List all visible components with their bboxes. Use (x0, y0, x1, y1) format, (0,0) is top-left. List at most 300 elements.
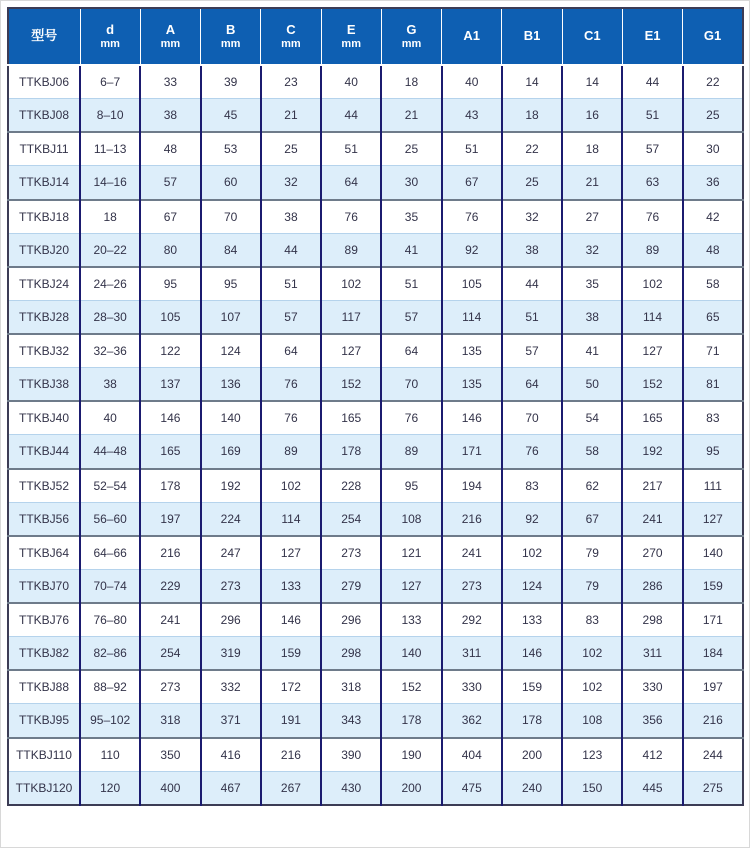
cell-G: 76 (381, 401, 441, 435)
table-row (8, 300, 743, 334)
cell-C: 89 (261, 435, 321, 469)
cell-G1: 171 (683, 603, 743, 637)
cell-G1: 58 (683, 267, 743, 301)
table-row (8, 704, 743, 738)
cell-A1: 311 (442, 637, 502, 671)
cell-A: 105 (140, 300, 200, 334)
cell-E1: 114 (622, 300, 682, 334)
cell-d: 120 (80, 771, 140, 805)
cell-E: 279 (321, 569, 381, 603)
cell-B: 247 (201, 536, 261, 570)
cell-A1: 43 (442, 99, 502, 133)
cell-model: TTKBJ56 (8, 502, 80, 536)
cell-d: 82–86 (80, 637, 140, 671)
header-row (8, 8, 743, 65)
cell-E: 430 (321, 771, 381, 805)
cell-C: 64 (261, 334, 321, 368)
cell-B: 124 (201, 334, 261, 368)
cell-B1: 92 (502, 502, 562, 536)
cell-model: TTKBJ82 (8, 637, 80, 671)
cell-model: TTKBJ70 (8, 569, 80, 603)
cell-B: 296 (201, 603, 261, 637)
column-header-unit: mm (220, 37, 241, 50)
cell-E1: 298 (622, 603, 682, 637)
cell-G: 127 (381, 569, 441, 603)
table-row (8, 368, 743, 402)
cell-A1: 273 (442, 569, 502, 603)
cell-B: 53 (201, 132, 261, 166)
cell-C1: 108 (562, 704, 622, 738)
table-row (8, 99, 743, 133)
cell-A: 178 (140, 469, 200, 503)
cell-A: 216 (140, 536, 200, 570)
cell-B: 319 (201, 637, 261, 671)
cell-A1: 194 (442, 469, 502, 503)
cell-G1: 111 (683, 469, 743, 503)
cell-C1: 79 (562, 536, 622, 570)
table-row (8, 536, 743, 570)
cell-E1: 311 (622, 637, 682, 671)
cell-B1: 83 (502, 469, 562, 503)
cell-B: 416 (201, 738, 261, 772)
cell-A1: 114 (442, 300, 502, 334)
cell-C1: 18 (562, 132, 622, 166)
column-header-label: B (225, 21, 236, 37)
cell-G: 25 (381, 132, 441, 166)
cell-d: 11–13 (80, 132, 140, 166)
cell-B: 60 (201, 166, 261, 200)
cell-G1: 25 (683, 99, 743, 133)
table-row (8, 469, 743, 503)
cell-A1: 135 (442, 368, 502, 402)
column-header-E1 (622, 8, 682, 65)
cell-model: TTKBJ06 (8, 65, 80, 99)
table-row (8, 267, 743, 301)
cell-E1: 270 (622, 536, 682, 570)
column-header-d (80, 8, 140, 65)
cell-E1: 57 (622, 132, 682, 166)
cell-C1: 27 (562, 200, 622, 234)
cell-A: 318 (140, 704, 200, 738)
cell-E1: 63 (622, 166, 682, 200)
cell-B1: 159 (502, 670, 562, 704)
cell-A1: 241 (442, 536, 502, 570)
cell-C: 267 (261, 771, 321, 805)
cell-G1: 159 (683, 569, 743, 603)
cell-G1: 140 (683, 536, 743, 570)
cell-G: 57 (381, 300, 441, 334)
cell-A: 350 (140, 738, 200, 772)
cell-G1: 36 (683, 166, 743, 200)
cell-C: 76 (261, 368, 321, 402)
cell-model: TTKBJ52 (8, 469, 80, 503)
cell-B: 140 (201, 401, 261, 435)
cell-C1: 21 (562, 166, 622, 200)
cell-E: 51 (321, 132, 381, 166)
cell-E: 76 (321, 200, 381, 234)
cell-d: 76–80 (80, 603, 140, 637)
cell-E: 298 (321, 637, 381, 671)
cell-A: 48 (140, 132, 200, 166)
cell-C: 32 (261, 166, 321, 200)
column-header-C (261, 8, 321, 65)
cell-A1: 362 (442, 704, 502, 738)
cell-d: 32–36 (80, 334, 140, 368)
table-row (8, 569, 743, 603)
cell-B1: 200 (502, 738, 562, 772)
cell-model: TTKBJ24 (8, 267, 80, 301)
cell-G: 70 (381, 368, 441, 402)
cell-d: 70–74 (80, 569, 140, 603)
cell-G: 140 (381, 637, 441, 671)
cell-E: 165 (321, 401, 381, 435)
cell-B1: 57 (502, 334, 562, 368)
cell-A: 95 (140, 267, 200, 301)
column-header-B1 (502, 8, 562, 65)
column-header-G (381, 8, 441, 65)
cell-G: 41 (381, 233, 441, 267)
cell-B1: 133 (502, 603, 562, 637)
cell-B: 45 (201, 99, 261, 133)
cell-B1: 22 (502, 132, 562, 166)
column-header-label: 型号 (31, 28, 58, 44)
cell-C1: 14 (562, 65, 622, 99)
cell-E: 152 (321, 368, 381, 402)
cell-B1: 124 (502, 569, 562, 603)
cell-A1: 40 (442, 65, 502, 99)
cell-E: 296 (321, 603, 381, 637)
cell-G: 35 (381, 200, 441, 234)
cell-G1: 22 (683, 65, 743, 99)
cell-G1: 216 (683, 704, 743, 738)
cell-A: 67 (140, 200, 200, 234)
cell-G1: 42 (683, 200, 743, 234)
cell-G1: 127 (683, 502, 743, 536)
cell-G: 51 (381, 267, 441, 301)
table-row (8, 334, 743, 368)
cell-B: 136 (201, 368, 261, 402)
column-header-label: A1 (463, 28, 481, 44)
column-header-B (201, 8, 261, 65)
cell-A: 229 (140, 569, 200, 603)
column-header-G1 (683, 8, 743, 65)
cell-C: 44 (261, 233, 321, 267)
column-header-label: A (165, 21, 176, 37)
cell-model: TTKBJ88 (8, 670, 80, 704)
table-row (8, 603, 743, 637)
cell-C: 216 (261, 738, 321, 772)
cell-model: TTKBJ64 (8, 536, 80, 570)
cell-A1: 292 (442, 603, 502, 637)
cell-E1: 192 (622, 435, 682, 469)
cell-A1: 404 (442, 738, 502, 772)
cell-model: TTKBJ44 (8, 435, 80, 469)
cell-d: 44–48 (80, 435, 140, 469)
cell-B1: 240 (502, 771, 562, 805)
cell-B1: 51 (502, 300, 562, 334)
cell-G1: 30 (683, 132, 743, 166)
cell-C1: 83 (562, 603, 622, 637)
cell-model: TTKBJ120 (8, 771, 80, 805)
column-header-unit: mm (100, 37, 120, 50)
cell-C1: 32 (562, 233, 622, 267)
cell-E1: 217 (622, 469, 682, 503)
table-row (8, 435, 743, 469)
cell-B1: 25 (502, 166, 562, 200)
cell-A1: 171 (442, 435, 502, 469)
table-body (8, 65, 743, 805)
cell-E: 89 (321, 233, 381, 267)
cell-B: 192 (201, 469, 261, 503)
cell-A: 400 (140, 771, 200, 805)
cell-d: 28–30 (80, 300, 140, 334)
cell-C: 51 (261, 267, 321, 301)
table-row (8, 401, 743, 435)
cell-C: 38 (261, 200, 321, 234)
cell-C: 159 (261, 637, 321, 671)
cell-d: 110 (80, 738, 140, 772)
cell-E1: 445 (622, 771, 682, 805)
cell-G1: 81 (683, 368, 743, 402)
cell-B1: 18 (502, 99, 562, 133)
column-header-label: E1 (644, 28, 661, 44)
cell-model: TTKBJ95 (8, 704, 80, 738)
cell-G1: 71 (683, 334, 743, 368)
cell-E: 44 (321, 99, 381, 133)
cell-B1: 32 (502, 200, 562, 234)
cell-E1: 89 (622, 233, 682, 267)
cell-d: 64–66 (80, 536, 140, 570)
cell-C1: 35 (562, 267, 622, 301)
cell-model: TTKBJ76 (8, 603, 80, 637)
cell-B1: 64 (502, 368, 562, 402)
cell-B: 467 (201, 771, 261, 805)
cell-A1: 76 (442, 200, 502, 234)
cell-E: 102 (321, 267, 381, 301)
cell-C: 23 (261, 65, 321, 99)
table-row (8, 200, 743, 234)
table-row (8, 771, 743, 805)
cell-C: 172 (261, 670, 321, 704)
table-row (8, 738, 743, 772)
cell-model: TTKBJ32 (8, 334, 80, 368)
cell-A1: 146 (442, 401, 502, 435)
table-header (8, 8, 743, 65)
cell-C1: 41 (562, 334, 622, 368)
cell-C1: 54 (562, 401, 622, 435)
cell-C: 102 (261, 469, 321, 503)
cell-E1: 127 (622, 334, 682, 368)
cell-model: TTKBJ38 (8, 368, 80, 402)
cell-A: 241 (140, 603, 200, 637)
cell-G: 152 (381, 670, 441, 704)
cell-C1: 67 (562, 502, 622, 536)
cell-d: 88–92 (80, 670, 140, 704)
cell-model: TTKBJ08 (8, 99, 80, 133)
cell-A1: 105 (442, 267, 502, 301)
column-header-unit: mm (160, 37, 181, 50)
column-header-label: B1 (523, 28, 541, 44)
cell-A1: 475 (442, 771, 502, 805)
cell-C1: 102 (562, 637, 622, 671)
cell-C: 127 (261, 536, 321, 570)
cell-G1: 48 (683, 233, 743, 267)
cell-A1: 92 (442, 233, 502, 267)
cell-B: 70 (201, 200, 261, 234)
cell-d: 24–26 (80, 267, 140, 301)
cell-A1: 330 (442, 670, 502, 704)
cell-C: 76 (261, 401, 321, 435)
cell-C: 25 (261, 132, 321, 166)
cell-B: 95 (201, 267, 261, 301)
cell-G: 133 (381, 603, 441, 637)
cell-G1: 244 (683, 738, 743, 772)
cell-A: 57 (140, 166, 200, 200)
cell-A: 197 (140, 502, 200, 536)
table-row (8, 233, 743, 267)
cell-G: 30 (381, 166, 441, 200)
cell-B1: 14 (502, 65, 562, 99)
cell-E: 318 (321, 670, 381, 704)
cell-C: 191 (261, 704, 321, 738)
cell-C1: 58 (562, 435, 622, 469)
cell-G: 178 (381, 704, 441, 738)
cell-E1: 51 (622, 99, 682, 133)
cell-G1: 184 (683, 637, 743, 671)
cell-G: 89 (381, 435, 441, 469)
cell-G: 200 (381, 771, 441, 805)
cell-A: 80 (140, 233, 200, 267)
column-header-C1 (562, 8, 622, 65)
cell-B1: 70 (502, 401, 562, 435)
cell-A: 38 (140, 99, 200, 133)
cell-B: 39 (201, 65, 261, 99)
table-row (8, 670, 743, 704)
cell-model: TTKBJ18 (8, 200, 80, 234)
cell-B1: 76 (502, 435, 562, 469)
spec-table (7, 7, 744, 806)
cell-B: 107 (201, 300, 261, 334)
cell-E1: 165 (622, 401, 682, 435)
cell-G: 18 (381, 65, 441, 99)
column-header-label: C1 (583, 28, 601, 44)
column-header-unit: mm (341, 37, 361, 50)
cell-A: 254 (140, 637, 200, 671)
cell-C: 146 (261, 603, 321, 637)
cell-G: 95 (381, 469, 441, 503)
cell-E1: 356 (622, 704, 682, 738)
table-row (8, 502, 743, 536)
cell-B1: 102 (502, 536, 562, 570)
cell-A1: 51 (442, 132, 502, 166)
table-row (8, 637, 743, 671)
cell-E1: 76 (622, 200, 682, 234)
cell-B: 224 (201, 502, 261, 536)
column-header-label: E (346, 21, 356, 37)
cell-d: 56–60 (80, 502, 140, 536)
cell-d: 38 (80, 368, 140, 402)
cell-B: 273 (201, 569, 261, 603)
cell-d: 8–10 (80, 99, 140, 133)
cell-C1: 50 (562, 368, 622, 402)
cell-C1: 16 (562, 99, 622, 133)
cell-G: 190 (381, 738, 441, 772)
cell-A1: 67 (442, 166, 502, 200)
cell-B1: 146 (502, 637, 562, 671)
cell-B: 84 (201, 233, 261, 267)
cell-A: 273 (140, 670, 200, 704)
cell-E1: 152 (622, 368, 682, 402)
cell-C: 133 (261, 569, 321, 603)
cell-A: 122 (140, 334, 200, 368)
cell-d: 18 (80, 200, 140, 234)
cell-E1: 241 (622, 502, 682, 536)
cell-d: 6–7 (80, 65, 140, 99)
cell-G: 21 (381, 99, 441, 133)
cell-d: 52–54 (80, 469, 140, 503)
cell-model: TTKBJ20 (8, 233, 80, 267)
cell-E1: 412 (622, 738, 682, 772)
cell-E: 390 (321, 738, 381, 772)
cell-E1: 330 (622, 670, 682, 704)
column-header-unit: mm (281, 37, 301, 50)
cell-model: TTKBJ110 (8, 738, 80, 772)
cell-A: 33 (140, 65, 200, 99)
cell-C: 114 (261, 502, 321, 536)
cell-E1: 102 (622, 267, 682, 301)
cell-C1: 38 (562, 300, 622, 334)
cell-C1: 62 (562, 469, 622, 503)
cell-G: 64 (381, 334, 441, 368)
cell-G1: 197 (683, 670, 743, 704)
cell-A: 146 (140, 401, 200, 435)
cell-G: 121 (381, 536, 441, 570)
cell-E: 273 (321, 536, 381, 570)
cell-d: 20–22 (80, 233, 140, 267)
cell-E: 178 (321, 435, 381, 469)
cell-A: 165 (140, 435, 200, 469)
cell-d: 95–102 (80, 704, 140, 738)
cell-B: 332 (201, 670, 261, 704)
cell-C: 57 (261, 300, 321, 334)
cell-E: 228 (321, 469, 381, 503)
column-header-label: C (286, 21, 296, 37)
cell-d: 40 (80, 401, 140, 435)
table-row (8, 132, 743, 166)
cell-E: 64 (321, 166, 381, 200)
cell-C1: 102 (562, 670, 622, 704)
cell-G: 108 (381, 502, 441, 536)
cell-E1: 286 (622, 569, 682, 603)
cell-G1: 83 (683, 401, 743, 435)
cell-E: 117 (321, 300, 381, 334)
column-header-model (8, 8, 80, 65)
cell-E: 343 (321, 704, 381, 738)
cell-E1: 44 (622, 65, 682, 99)
cell-A1: 216 (442, 502, 502, 536)
cell-A1: 135 (442, 334, 502, 368)
column-header-label: d (106, 21, 115, 37)
column-header-label: G1 (703, 28, 722, 44)
cell-C1: 150 (562, 771, 622, 805)
table-row (8, 65, 743, 99)
column-header-E (321, 8, 381, 65)
cell-C: 21 (261, 99, 321, 133)
cell-C1: 79 (562, 569, 622, 603)
cell-model: TTKBJ14 (8, 166, 80, 200)
cell-A: 137 (140, 368, 200, 402)
column-header-A (140, 8, 200, 65)
